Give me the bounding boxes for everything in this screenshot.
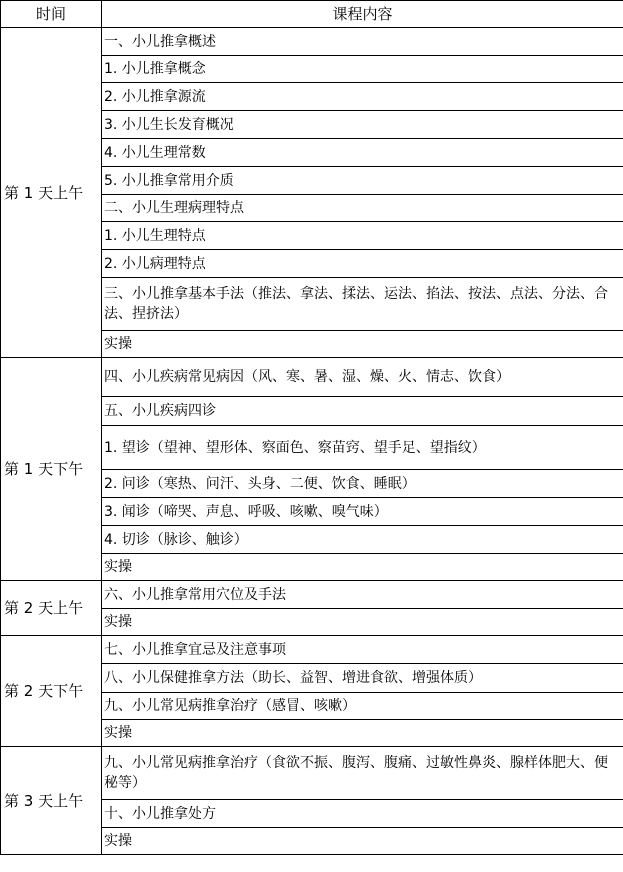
course-content-cell: 九、小儿常见病推拿治疗（感冒、咳嗽） xyxy=(102,693,623,720)
course-content-cell: 七、小儿推拿宜忌及注意事项 xyxy=(102,636,623,664)
course-content-cell: 实操 xyxy=(102,331,623,358)
course-content-cell: 九、小儿常见病推拿治疗（食欲不振、腹泻、腹痛、过敏性鼻炎、腺样体肥大、便秘等） xyxy=(102,747,623,800)
course-content-cell: 五、小儿疾病四诊 xyxy=(102,397,623,426)
content-column-header: 课程内容 xyxy=(102,1,623,28)
course-content-cell: 二、小儿生理病理特点 xyxy=(102,195,623,222)
time-column-header: 时间 xyxy=(1,1,102,28)
course-content-cell: 实操 xyxy=(102,609,623,636)
course-content-cell: 实操 xyxy=(102,828,623,855)
course-content-cell: 2. 问诊（寒热、问汗、头身、二便、饮食、睡眠） xyxy=(102,470,623,498)
session-time-cell: 第 2 天下午 xyxy=(1,636,102,747)
schedule-row xyxy=(1,581,623,609)
schedule-row xyxy=(1,636,623,664)
course-content-cell: 四、小儿疾病常见病因（风、寒、暑、湿、燥、火、情志、饮食） xyxy=(102,358,623,397)
schedule-row xyxy=(1,747,623,800)
course-content-cell: 十、小儿推拿处方 xyxy=(102,800,623,828)
course-content-cell: 三、小儿推拿基本手法（推法、拿法、揉法、运法、掐法、按法、点法、分法、合法、捏挤法） xyxy=(102,278,623,331)
course-content-cell: 六、小儿推拿常用穴位及手法 xyxy=(102,581,623,609)
course-content-cell: 3. 闻诊（啼哭、声息、呼吸、咳嗽、嗅气味） xyxy=(102,498,623,526)
session-time-cell: 第 3 天上午 xyxy=(1,747,102,855)
course-content-cell: 2. 小儿病理特点 xyxy=(102,250,623,278)
course-content-cell: 2. 小儿推拿源流 xyxy=(102,83,623,111)
schedule-row xyxy=(1,28,623,56)
session-time-cell: 第 1 天下午 xyxy=(1,358,102,581)
course-content-cell: 实操 xyxy=(102,720,623,747)
header-row xyxy=(1,1,623,28)
course-content-cell: 4. 小儿生理常数 xyxy=(102,139,623,167)
course-content-cell: 1. 望诊（望神、望形体、察面色、察苗窍、望手足、望指纹） xyxy=(102,426,623,470)
course-content-cell: 5. 小儿推拿常用介质 xyxy=(102,167,623,195)
course-content-cell: 实操 xyxy=(102,554,623,581)
course-content-cell: 八、小儿保健推拿方法（助长、益智、增进食欲、增强体质） xyxy=(102,664,623,693)
session-time-cell: 第 2 天上午 xyxy=(1,581,102,636)
course-content-cell: 1. 小儿推拿概念 xyxy=(102,56,623,83)
course-content-cell: 3. 小儿生长发育概况 xyxy=(102,111,623,139)
schedule-row xyxy=(1,358,623,397)
session-time-cell: 第 1 天上午 xyxy=(1,28,102,358)
schedule-body xyxy=(1,28,623,855)
course-content-cell: 1. 小儿生理特点 xyxy=(102,222,623,250)
course-content-cell: 一、小儿推拿概述 xyxy=(102,28,623,56)
course-content-cell: 4. 切诊（脉诊、触诊） xyxy=(102,526,623,554)
